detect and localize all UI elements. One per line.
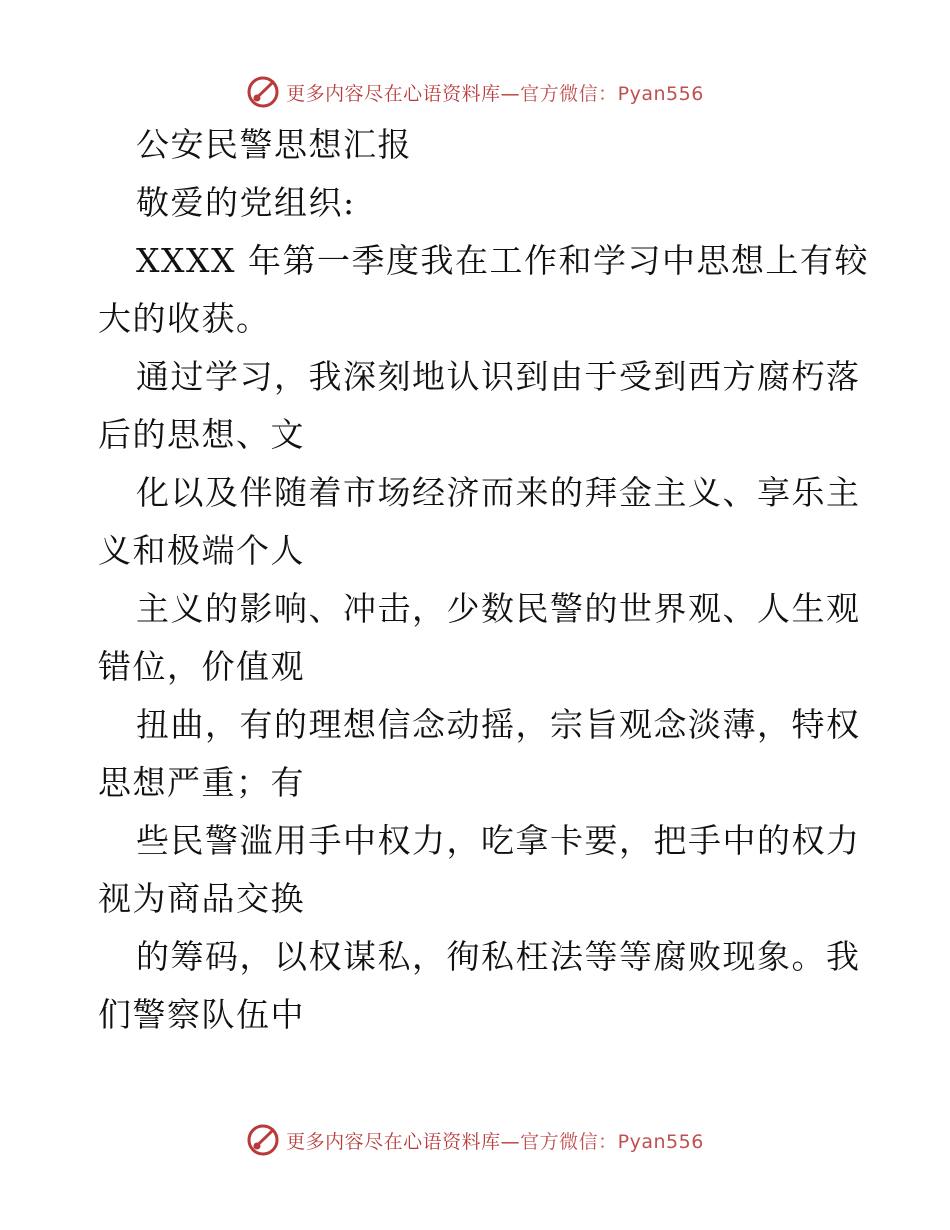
text-line: 视为商品交换 [98,879,305,918]
text-line: 通过学习，我深刻地认识到由于受到西方腐朽落 [136,357,861,396]
footer-banner [0,1120,950,1160]
document-body [98,116,869,1044]
text-line: 们警察队伍中 [98,995,305,1034]
banner-text: 更多内容尽在心语资料库—官方微信：Pyan556 [286,1130,704,1153]
brush-logo-icon [246,75,280,109]
text-line: 思想严重；有 [98,763,305,802]
text-line: 后的思想、文 [98,415,305,454]
text-line: 错位，价值观 [98,647,305,686]
text-line: 些民警滥用手中权力，吃拿卡要，把手中的权力 [136,821,861,860]
brush-logo-icon [246,1123,280,1157]
banner-text: 更多内容尽在心语资料库—官方微信：Pyan556 [286,82,704,105]
text-line: 化以及伴随着市场经济而来的拜金主义、享乐主 [136,473,861,512]
text-line: 公安民警思想汇报 [136,125,412,164]
text-line: 的筹码，以权谋私，徇私枉法等等腐败现象。我 [136,937,861,976]
text-line: 义和极端个人 [98,531,305,570]
text-line: 主义的影响、冲击，少数民警的世界观、人生观 [136,589,861,628]
text-line: XXXX 年第一季度我在工作和学习中思想上有较 [136,241,869,280]
text-line: 大的收获。 [98,299,271,338]
header-banner [0,72,950,112]
text-line: 扭曲，有的理想信念动摇，宗旨观念淡薄，特权 [136,705,861,744]
text-line: 敬爱的党组织: [136,183,356,222]
